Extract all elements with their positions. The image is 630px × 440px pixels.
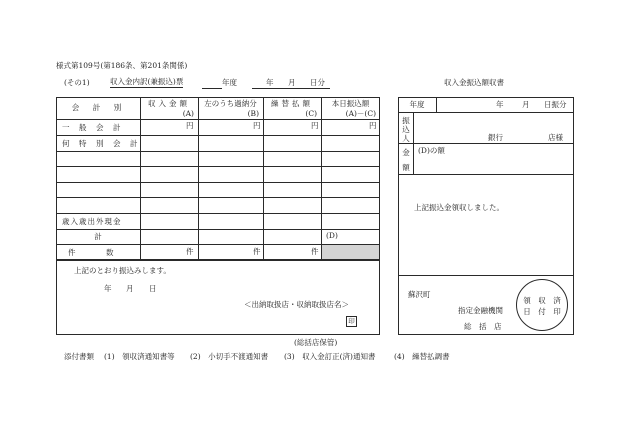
count-gray-cell <box>322 245 379 259</box>
left-row-line-4 <box>56 166 380 167</box>
left-row-line-2 <box>56 135 380 136</box>
header-day: 日分 <box>310 78 325 87</box>
row-outside-label: 歳入歳出外現金 <box>62 217 122 226</box>
left-col-line-4 <box>321 97 322 260</box>
row-total-label: 計 <box>94 232 102 241</box>
header-nendo: 年度 <box>222 78 237 87</box>
right-row-line-1 <box>398 112 574 113</box>
row-special-label: 何 特 別 会 計 <box>62 139 139 148</box>
left-row-line-8 <box>56 229 380 230</box>
stamp-line-2: 日 付 印 <box>523 307 561 316</box>
unit-yen-refund: 円 <box>253 121 261 130</box>
amount-char-1: 金 <box>402 148 410 157</box>
col-income-sub: (A) <box>182 109 194 118</box>
right-row-line-4 <box>398 275 574 276</box>
payee-branch: 店様 <box>548 133 563 142</box>
left-col-line-1 <box>140 97 141 260</box>
left-row-line-1 <box>56 119 380 120</box>
attachments-label: 添付書類 <box>64 352 94 361</box>
right-day: 日振分 <box>544 100 567 109</box>
left-row-line-6 <box>56 197 380 198</box>
left-row-line-3 <box>56 151 380 152</box>
header-year: 年 <box>266 78 274 87</box>
footer-day: 日 <box>149 284 157 293</box>
unit-ken-refund: 件 <box>253 247 261 256</box>
col-refund-header: 左のうち過納分 <box>204 99 257 108</box>
header-month: 月 <box>288 78 296 87</box>
left-col-line-2 <box>198 97 199 260</box>
head-branch: 総 括 店 <box>464 322 502 331</box>
form-title: 収入金内訳(兼振込)票 <box>110 77 184 86</box>
unit-yen-income: 円 <box>186 121 194 130</box>
year-underline <box>252 88 330 89</box>
right-nendo: 年度 <box>409 100 425 109</box>
payee-char-2: 込 <box>402 125 410 134</box>
amount-char-2: 額 <box>402 163 410 172</box>
payee-char-1: 振 <box>402 116 410 125</box>
row-general-label: 一 般 会 計 <box>62 123 122 132</box>
left-col-line-3 <box>263 97 264 260</box>
attachment-item-1: (1) 領収済通知書等 <box>104 352 175 361</box>
row-count-label: 件 数 <box>68 248 116 257</box>
attachment-item-2: (2) 小切手不渡通知書 <box>190 352 269 361</box>
received-text: 上記振込金領収しました。 <box>414 203 504 212</box>
nendo-underline <box>202 88 222 89</box>
col-today-header: 本日振込額 <box>331 99 370 108</box>
attachment-item-3: (3) 収入金訂正(済)通知書 <box>284 352 376 361</box>
unit-yen-transfer: 円 <box>311 121 319 130</box>
left-row-line-7 <box>56 213 380 214</box>
payee-char-3: 人 <box>402 134 410 143</box>
custody-note: (総括店保管) <box>294 338 338 347</box>
receipt-title: 収入金振込額収書 <box>444 78 504 87</box>
notice-text: 上記のとおり振込みします。 <box>74 266 171 275</box>
town-name: 蘇沢町 <box>408 290 431 299</box>
right-col-line-1 <box>413 112 414 174</box>
col-refund-sub: (B) <box>247 109 259 118</box>
date-stamp-circle <box>516 279 568 331</box>
unit-ken-transfer: 件 <box>311 247 319 256</box>
right-month: 月 <box>522 100 530 109</box>
footer-year: 年 <box>104 284 112 293</box>
left-row-line-5 <box>56 182 380 183</box>
unit-ken-income: 件 <box>186 247 194 256</box>
right-row-line-3 <box>398 174 574 175</box>
bank-label: ＜出納取扱店・収納取扱店名＞ <box>244 300 349 309</box>
right-row-line-2 <box>398 143 574 144</box>
part-label: (その1) <box>64 78 90 87</box>
stamp-line-1: 領 収 済 <box>523 296 561 305</box>
col-account-header: 会 計 別 <box>71 103 125 112</box>
right-col-line-2 <box>436 97 437 112</box>
designated-bank: 指定金融機関 <box>458 306 503 315</box>
col-transfer-sub: (C) <box>305 109 317 118</box>
col-today-sub: (A)－(C) <box>345 109 376 118</box>
seal-text: 印 <box>348 317 355 325</box>
form-number: 様式第109号(第186条、第201条関係) <box>56 61 188 70</box>
col-transfer-header: 繰替払額 <box>271 99 313 108</box>
payee-bank: 銀行 <box>488 133 503 142</box>
total-d-label: (D) <box>326 231 338 240</box>
d-amount-label: (D)の額 <box>418 146 445 155</box>
unit-yen-today: 円 <box>369 121 377 130</box>
footer-month: 月 <box>126 284 134 293</box>
attachment-item-4: (4) 繰替払調書 <box>394 352 450 361</box>
col-income-header: 収入金額 <box>148 99 190 108</box>
right-year: 年 <box>496 100 504 109</box>
